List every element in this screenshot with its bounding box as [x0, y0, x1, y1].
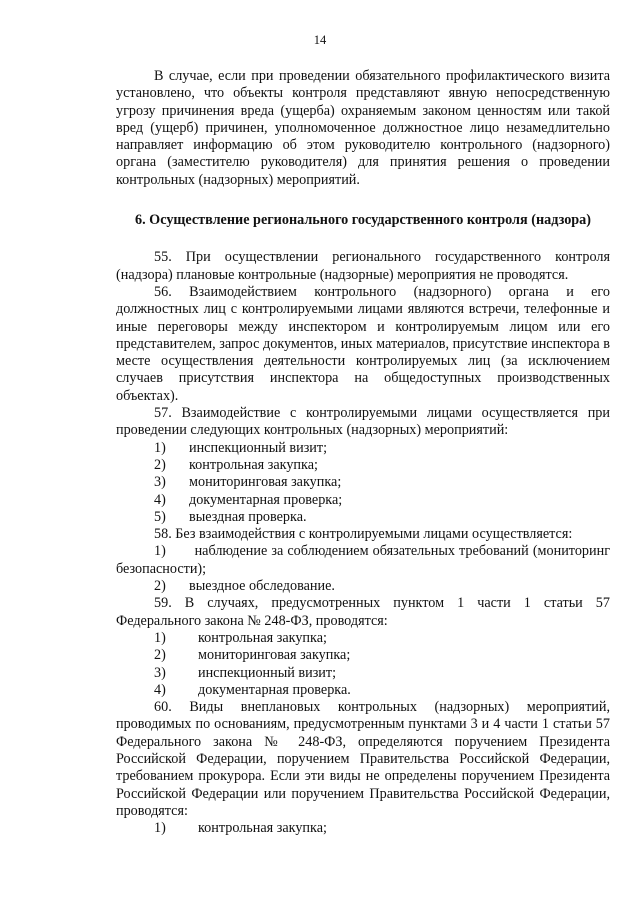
list-item: 5) выездная проверка.	[154, 508, 307, 525]
list-item: 4) документарная проверка.	[154, 681, 351, 698]
paragraph-56: 56. Взаимодействием контрольного (надзорного) органа и его должностных лиц с контролируемыми лицами являются встречи, телефонные и иные переговоры между инспектором и контролируемым лицом или его представителем, запрос документов, иных материалов, присутствие инспектора в месте осуществления деятельности контролируемых лиц (за исключением случаев присутствия инспектора на общедоступных производственных объектах).	[116, 283, 610, 404]
list-item: 1) контрольная закупка;	[154, 820, 327, 837]
paragraph-57: 57. Взаимодействие с контролируемыми лицами осуществляется при проведении следующих контрольных (надзорных) мероприятий:	[116, 405, 610, 439]
page-number: 14	[313, 33, 327, 47]
list-item: 3) мониторинговая закупка;	[154, 474, 342, 491]
section-heading: 6. Осуществление регионального государственного контроля (надзора)	[134, 212, 591, 229]
list-item: 2) контрольная закупка;	[154, 456, 318, 473]
intro-paragraph: В случае, если при проведении обязательного профилактического визита установлено, что объекты контроля представляют явную непосредственную угрозу причинения вреда (ущерба) охраняемым законом ценностям или такой вред (ущерб) причинен, уполномоченное должностное лицо незамедлительно направляет информацию об этом руководителю контрольного (надзорного) органа (заместителю руководителя) для принятия решения о проведении контрольных (надзорных) мероприятий.	[116, 68, 610, 188]
list-57	[116, 440, 610, 526]
paragraph-58: 58. Без взаимодействия с контролируемыми лицами осуществляется:	[154, 526, 573, 543]
list-item: 4) документарная проверка;	[154, 491, 343, 508]
list-item: 2) мониторинговая закупка;	[154, 647, 351, 664]
paragraph-59: 59. В случаях, предусмотренных пунктом 1 части 1 статьи 57 Федерального закона № 248-ФЗ, проводятся:	[116, 595, 610, 629]
list-item: 2) выездное обследование.	[154, 578, 335, 595]
list-59	[116, 630, 610, 699]
paragraph-55: 55. При осуществлении регионального государственного контроля (надзора) плановые контрольные (надзорные) мероприятия не проводятся.	[116, 249, 610, 283]
paragraph-60: 60. Виды внеплановых контрольных (надзорных) мероприятий, проводимых по основаниям, предусмотренным пунктами 3 и 4 части 1 статьи 57 Федерального закона № 248-ФЗ, определяются поручением Президента Российской Федерации, поручением Правительства Российской Федерации, требованием прокурора. Если эти виды не определены поручением Президента Российской Федерации или поручением Правительства Российской Федерации, проводятся:	[116, 699, 610, 819]
document-body	[116, 68, 610, 837]
list-58	[116, 543, 610, 595]
list-item: 3) инспекционный визит;	[154, 664, 337, 681]
list-item: 1) контрольная закупка;	[154, 629, 327, 646]
list-60	[116, 820, 610, 837]
list-item: 1) инспекционный визит;	[154, 439, 328, 456]
list-item: 1) наблюдение за соблюдением обязательных требований (мониторинг безопасности);	[116, 543, 611, 577]
